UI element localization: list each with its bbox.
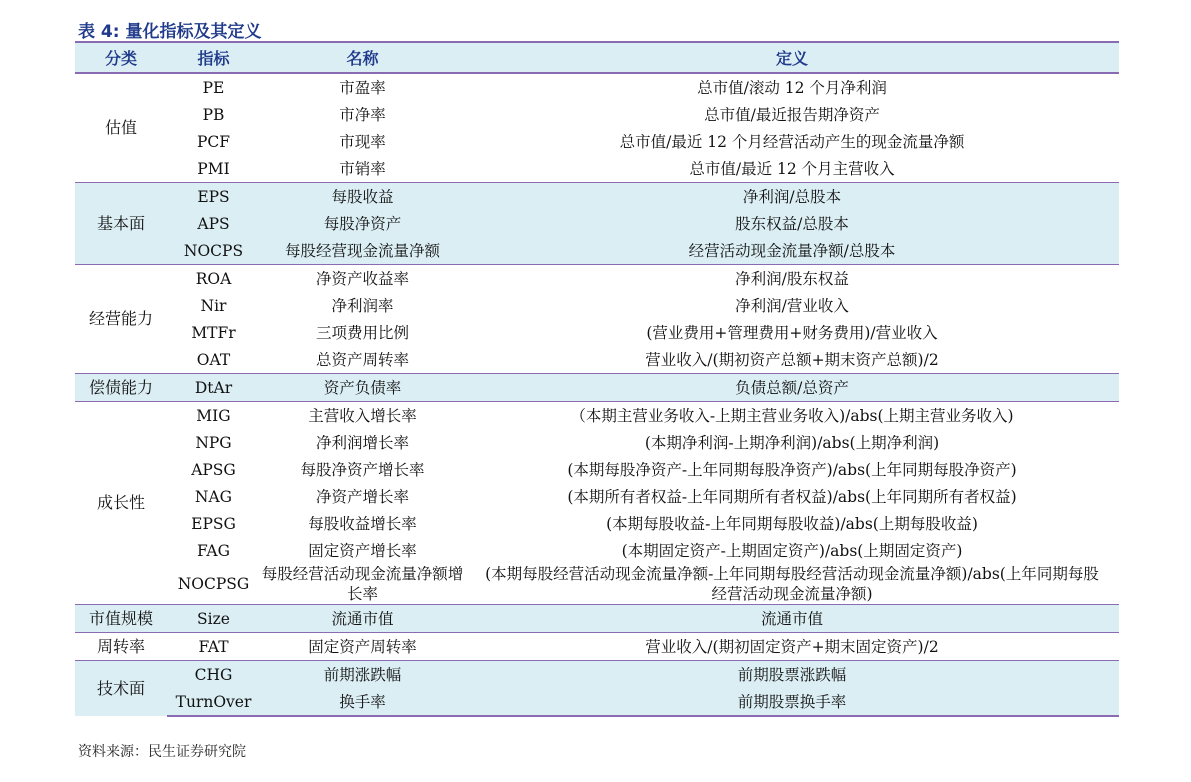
name-cell: 净资产增长率: [315, 487, 409, 506]
header-name: 名称: [260, 42, 465, 73]
name-cell: 流通市值: [260, 605, 465, 633]
indicator-cell: NOCPS: [167, 237, 260, 265]
name-cell: 市净率: [339, 105, 386, 124]
name-cell: 每股净资产增长率: [300, 460, 425, 479]
name-cell: 前期涨跌幅: [260, 661, 465, 689]
name-cell: 每股收益增长率: [308, 514, 417, 533]
definition-cell: (本期每股收益-上年同期每股收益)/abs(上期每股收益): [606, 514, 978, 533]
table-row: [75, 101, 1119, 128]
name-cell: 市盈率: [260, 73, 465, 101]
table-row: [75, 374, 1119, 402]
definition-cell: 营业收入/(期初固定资产+期末固定资产)/2: [465, 633, 1119, 661]
table-caption: 表 4: 量化指标及其定义: [78, 22, 262, 42]
definition-cell: 净利润/总股本: [465, 183, 1119, 211]
group-turnover: [75, 633, 1119, 661]
table-row: [75, 483, 1119, 510]
indicator-cell: EPS: [167, 183, 260, 211]
indicator-cell: PCF: [196, 132, 231, 151]
indicator-cell: PMI: [197, 159, 230, 178]
name-cell: 固定资产增长率: [308, 541, 417, 560]
table-row: [75, 319, 1119, 346]
definition-cell: 负债总额/总资产: [465, 374, 1119, 402]
definition-cell: (本期净利润-上期净利润)/abs(上期净利润): [644, 433, 940, 452]
table-row: [75, 661, 1119, 689]
indicator-cell: CHG: [167, 661, 260, 689]
table-row: [75, 155, 1119, 183]
table-row: [75, 73, 1119, 101]
indicator-table: [75, 41, 1119, 717]
category-cell: 市值规模: [75, 605, 167, 633]
definition-cell: 前期股票涨跌幅: [465, 661, 1119, 689]
table-row: [75, 346, 1119, 374]
name-cell: 三项费用比例: [315, 323, 409, 342]
table-row: [75, 688, 1119, 716]
group-valuation: [75, 73, 1119, 183]
indicator-cell: Size: [167, 605, 260, 633]
indicator-cell: MTFr: [191, 323, 236, 342]
name-cell: 每股收益: [260, 183, 465, 211]
group-technical: [75, 661, 1119, 717]
name-cell: 主营收入增长率: [260, 402, 465, 430]
name-cell: 资产负债率: [260, 374, 465, 402]
table-row: [75, 402, 1119, 430]
table-row: [75, 633, 1119, 661]
definition-cell: (本期每股净资产-上年同期每股净资产)/abs(上年同期每股净资产): [567, 460, 1017, 479]
source-note: 资料来源：民生证券研究院: [78, 744, 246, 760]
table-row: [75, 237, 1119, 265]
definition-cell: (本期固定资产-上期固定资产)/abs(上期固定资产): [621, 541, 963, 560]
definition-cell: 流通市值: [465, 605, 1119, 633]
definition-cell: (本期所有者权益-上年同期所有者权益)/abs(上年同期所有者权益): [567, 487, 1017, 506]
table-row: [75, 564, 1119, 605]
group-fundamentals: [75, 183, 1119, 265]
indicator-cell: NAG: [194, 487, 233, 506]
indicator-cell: APS: [167, 210, 260, 237]
definition-cell: 总市值/最近 12 个月经营活动产生的现金流量净额: [619, 132, 965, 151]
name-cell: 净资产收益率: [260, 265, 465, 293]
table-row: [75, 128, 1119, 155]
name-cell: 每股净资产: [260, 210, 465, 237]
indicator-cell: NPG: [195, 433, 232, 452]
name-cell: 每股经营活动现金流量净额增长率: [261, 565, 464, 603]
category-cell: 周转率: [75, 633, 167, 661]
definition-cell: （本期主营业务收入-上期主营业务收入)/abs(上期主营业务收入): [465, 402, 1119, 430]
indicator-cell: DtAr: [167, 374, 260, 402]
indicator-cell: EPSG: [191, 514, 236, 533]
table-row: [75, 265, 1119, 293]
category-cell: 成长性: [75, 402, 167, 605]
name-cell: 净利润率: [331, 296, 394, 315]
category-cell: 经营能力: [75, 265, 167, 374]
name-cell: 固定资产周转率: [260, 633, 465, 661]
table-row: [75, 605, 1119, 633]
category-cell: 技术面: [75, 661, 167, 717]
table-row: [75, 510, 1119, 537]
indicator-cell: MIG: [167, 402, 260, 430]
definition-cell: 总市值/最近报告期净资产: [704, 105, 880, 124]
group-solvency: [75, 374, 1119, 402]
definition-cell: 经营活动现金流量净额/总股本: [465, 237, 1119, 265]
category-cell: 估值: [75, 73, 167, 183]
indicator-cell: PB: [202, 105, 225, 124]
name-cell: 每股经营现金流量净额: [260, 237, 465, 265]
category-cell: 基本面: [75, 183, 167, 265]
definition-cell: 总市值/滚动 12 个月净利润: [465, 73, 1119, 101]
name-cell: 市现率: [339, 132, 386, 151]
name-cell: 总资产周转率: [315, 350, 409, 369]
definition-cell: 营业收入/(期初资产总额+期末资产总额)/2: [645, 350, 939, 369]
definition-cell: 净利润/营业收入: [735, 296, 849, 315]
name-cell: 换手率: [260, 688, 465, 716]
table-row: [75, 183, 1119, 211]
table-row: [75, 292, 1119, 319]
definition-cell: 股东权益/总股本: [465, 210, 1119, 237]
indicator-cell: ROA: [167, 265, 260, 293]
header-indicator: 指标: [167, 42, 260, 73]
indicator-cell: FAT: [167, 633, 260, 661]
definition-cell: 总市值/最近 12 个月主营收入: [689, 159, 895, 178]
indicator-cell: OAT: [196, 350, 231, 369]
table-row: [75, 537, 1119, 564]
header-row: [75, 42, 1119, 73]
header-definition: 定义: [465, 42, 1119, 73]
name-cell: 市销率: [339, 159, 386, 178]
group-growth: [75, 402, 1119, 605]
table-row: [75, 456, 1119, 483]
table-row: [75, 429, 1119, 456]
indicator-cell: PE: [167, 73, 260, 101]
definition-cell: (本期每股经营活动现金流量净额-上年同期每股经营活动现金流量净额)/abs(上年同期每股经营活动现金流量净额): [485, 565, 1099, 603]
header-category: 分类: [75, 42, 167, 73]
definition-cell: 前期股票换手率: [465, 688, 1119, 716]
category-cell: 偿债能力: [75, 374, 167, 402]
indicator-cell: TurnOver: [167, 688, 260, 716]
definition-cell: 净利润/股东权益: [465, 265, 1119, 293]
name-cell: 净利润增长率: [315, 433, 409, 452]
indicator-cell: NOCPSG: [177, 575, 250, 593]
indicator-cell: APSG: [191, 460, 236, 479]
group-market-cap: [75, 605, 1119, 633]
indicator-cell: FAG: [197, 541, 230, 560]
group-operating: [75, 265, 1119, 374]
indicator-cell: Nir: [200, 296, 227, 315]
table-row: [75, 210, 1119, 237]
definition-cell: (营业费用+管理费用+财务费用)/营业收入: [646, 323, 938, 342]
